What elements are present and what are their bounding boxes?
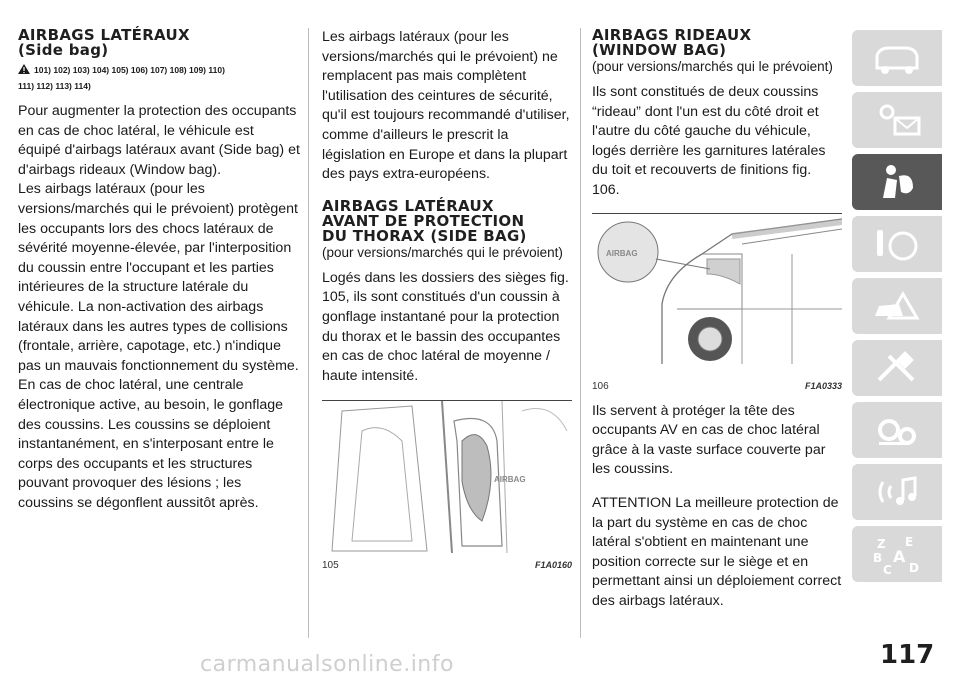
warning-refs-line-1: 101) 102) 103) 104) 105) 106) 107) 108) 109) 110) xyxy=(34,65,225,75)
tab-index[interactable] xyxy=(852,526,942,582)
paragraph: Les airbags latéraux (pour les versions/marchés qui le prévoient) protègent les occupants lors des chocs latéraux de sévérité moyenne-élevée, par l'interposition du coussin entre l'occupant et les parties intérieures de la structure latérale du véhicule. La non-activation des airbags latéraux dans les autres types de collisions (frontale, arrière, capotage, etc.) n'indique pas un mauvais fonctionnement du système. xyxy=(18,181,299,374)
tab-warning-lights[interactable] xyxy=(852,92,942,148)
multimedia-icon xyxy=(869,472,925,512)
tab-safety[interactable] xyxy=(852,154,942,210)
tab-emergency[interactable] xyxy=(852,278,942,334)
paragraph: Les airbags latéraux (pour les versions/marchés qui le prévoient) ne remplacent pas mais complètent l'utilisation des ceintures de sécurité, qu'il est toujours recommandé d'utiliser, comme d'ailleurs le prescrit la législation en Europe et dans la plupart des pays extra-européens. xyxy=(322,29,570,183)
warning-references xyxy=(18,62,300,94)
section-heading-side-bag: AIRBAGS LATÉRAUX (Side bag) xyxy=(18,26,190,59)
column-divider xyxy=(308,28,309,638)
watermark: carmanualsonline.info xyxy=(200,652,454,677)
figure-caption xyxy=(592,381,842,392)
alphabetical-index-icon xyxy=(869,532,925,576)
warning-refs-line-2: 111) 112) 113) 114) xyxy=(18,81,91,91)
svg-text:B: B xyxy=(873,551,883,565)
van-window-airbag-illustration xyxy=(592,214,842,374)
figure-caption xyxy=(322,560,572,571)
section-heading-window-bag: AIRBAGS RIDEAUX (WINDOW BAG) xyxy=(592,26,752,59)
maintenance-tools-icon xyxy=(869,348,925,388)
seat-airbag-icon xyxy=(869,162,925,202)
airbag-label: AIRBAG xyxy=(606,248,638,258)
paragraph: ATTENTION La meilleure protection de la part du système en cas de choc latéral s'obtient en maintenant une position correcte sur le siège et en permettant ainsi un déploiement correct des airbags latéraux. xyxy=(592,494,842,609)
section-subheading: (pour versions/marchés qui le prévoient) xyxy=(592,59,833,74)
section-subheading: (pour versions/marchés qui le prévoient) xyxy=(322,244,563,260)
page-number: 117 xyxy=(880,640,935,670)
figure-code: F1A0160 xyxy=(534,560,572,571)
section-heading-thorax-bag: AIRBAGS LATÉRAUX AVANT DE PROTECTION DU THORAX (SIDE BAG) xyxy=(322,196,527,245)
figure-105 xyxy=(322,400,572,572)
figure-code: F1A0333 xyxy=(804,380,842,391)
technical-gears-icon xyxy=(869,410,925,450)
paragraph: Ils sont constitués de deux coussins “rideau” dont l'un est du côté droit et l'autre du côté gauche du véhicule, logés derrière les garnitures latérales du toit et recouverts de finitions fig. 106. xyxy=(592,84,826,198)
warning-triangle-icon xyxy=(18,63,30,73)
column-2 xyxy=(322,28,572,572)
seat-airbag-illustration xyxy=(322,401,572,553)
figure-number: 105 xyxy=(322,560,339,572)
column-3 xyxy=(592,28,842,612)
tab-maintenance[interactable] xyxy=(852,340,942,396)
svg-text:C: C xyxy=(883,563,892,576)
key-steering-wheel-icon xyxy=(869,224,925,264)
figure-106 xyxy=(592,213,842,392)
svg-text:E: E xyxy=(905,535,914,549)
tab-dashboard[interactable] xyxy=(852,30,942,86)
paragraph: Ils servent à protéger la tête des occupants AV en cas de choc latéral grâce à la vaste surface couverte par les coussins. xyxy=(592,402,826,478)
accident-icon xyxy=(869,286,925,326)
tab-technical-data[interactable] xyxy=(852,402,942,458)
paragraph: Logés dans les dossiers des sièges fig. 105, ils sont constitués d'un coussin à gonflage instantané pour la protection du thorax et le bassin des occupantes en cas de choc latéral de moyenne / haute intensité. xyxy=(322,269,569,384)
dashboard-car-icon xyxy=(869,38,925,78)
warning-lights-icon xyxy=(869,100,925,140)
paragraph: En cas de choc latéral, une centrale électronique active, au besoin, le gonflage des coussins. Les coussins se déploient instantanément, en s'interposant entre le corps des occupants et les structures pouvant provoquer des lésions ; les coussins se dégonflent aussitôt après. xyxy=(18,377,284,511)
paragraph: Pour augmenter la protection des occupants en cas de choc latéral, le véhicule est équipé d'airbags latéraux avant (Side bag) et d'airbags rideaux (Window bag). xyxy=(18,103,300,178)
figure-number: 106 xyxy=(592,380,609,392)
chapter-tabs xyxy=(852,30,950,588)
tab-multimedia[interactable] xyxy=(852,464,942,520)
svg-text:Z: Z xyxy=(877,537,886,551)
airbag-label: AIRBAG xyxy=(494,475,526,485)
column-1 xyxy=(18,28,300,513)
svg-text:A: A xyxy=(893,547,906,566)
column-divider xyxy=(580,28,581,638)
svg-text:D: D xyxy=(909,561,919,575)
tab-starting-driving[interactable] xyxy=(852,216,942,272)
